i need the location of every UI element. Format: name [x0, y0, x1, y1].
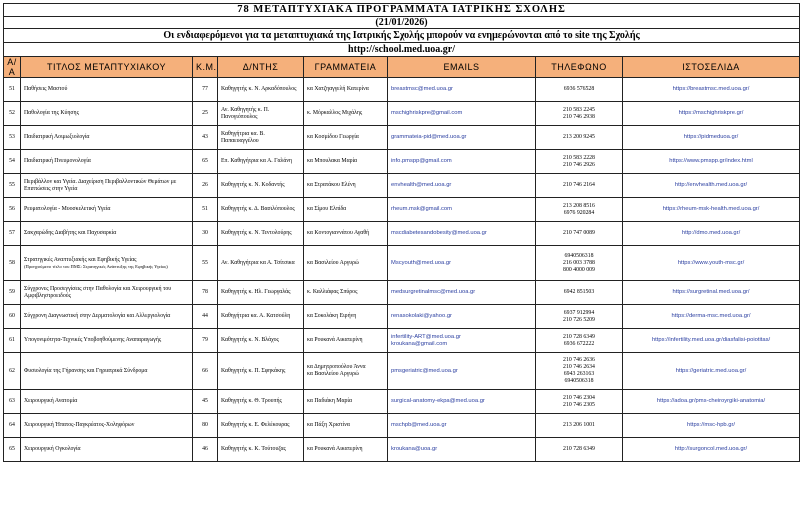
secretariat-name	[304, 281, 388, 305]
program-title	[21, 174, 193, 198]
km-value-line: 65	[202, 158, 208, 164]
phone-number-line: 6936 672222	[563, 340, 595, 347]
director-name-line: Καθηγητής κ. Δ. Βασιλόπουλος	[221, 206, 295, 212]
table-row	[4, 174, 800, 198]
phone-number-line: 6976 920284	[563, 209, 595, 216]
director-name-line: Καθηγήτρια κα. Α. Κατσούλη	[221, 313, 291, 319]
email-link[interactable]	[388, 353, 536, 390]
program-title-line: Παθήσεις Μαστού	[24, 86, 68, 92]
website-link[interactable]	[623, 281, 800, 305]
program-title	[21, 414, 193, 438]
email-link-line[interactable]: grammateia-pid@med.uoa.gr	[391, 134, 467, 140]
phone-number-line: 210 746 2634	[563, 364, 595, 370]
row-number-line: 55	[9, 182, 15, 188]
km-value	[193, 353, 218, 390]
phone-number	[536, 305, 623, 329]
email-link[interactable]	[388, 281, 536, 305]
director-name-line: Επ. Καθηγήτρια κα Α. Γαλάνη	[221, 158, 293, 164]
km-value	[193, 102, 218, 126]
row-number	[4, 222, 21, 246]
secretariat-name-line: κα Σοκολάκη Ειρήνη	[307, 313, 357, 319]
secretariat-name-line: κα Στρατάκου Ελένη	[307, 182, 356, 188]
director-name	[218, 78, 304, 102]
row-number-line: 56	[9, 206, 15, 212]
km-value-line: 30	[202, 230, 208, 236]
phone-number	[536, 102, 623, 126]
phone-number-line: 210 746 2164	[563, 182, 595, 188]
table-row	[4, 353, 800, 390]
km-value	[193, 305, 218, 329]
secretariat-name-line: κα Σίμου Ελπίδα	[307, 206, 347, 212]
website-link-line[interactable]: http://surgoncol.med.uoa.gr/	[674, 446, 748, 452]
director-name	[218, 438, 304, 462]
phone-number-line: 6936 576528	[563, 86, 595, 92]
email-link[interactable]	[388, 222, 536, 246]
title-row	[4, 4, 800, 17]
row-number	[4, 150, 21, 174]
phone-number	[536, 353, 623, 390]
program-title-line: Στρατηγικές Αναπτυξιακής και Εφηβικής Υγείας	[24, 256, 137, 263]
row-number-line: 52	[9, 110, 15, 116]
director-name	[218, 150, 304, 174]
table-row	[4, 246, 800, 281]
website-link[interactable]	[623, 78, 800, 102]
email-link[interactable]	[388, 414, 536, 438]
email-link-line[interactable]: infertility-ART@med.uoa.gr	[391, 333, 461, 340]
row-number	[4, 126, 21, 150]
program-title	[21, 150, 193, 174]
secretariat-name	[304, 329, 388, 353]
km-value-line: 77	[202, 86, 208, 92]
col-header-phone: ΤΗΛΕΦΩΝΟ	[536, 57, 623, 78]
row-number-line: 65	[9, 446, 15, 452]
km-value	[193, 150, 218, 174]
secretariat-name-line: κα Δημητροπούλου Άννα	[307, 364, 366, 370]
program-title-line: Χειρουργική Ανατομία	[24, 398, 78, 404]
secretariat-name-line: κ. Καλλιάφας Σπύρος	[307, 289, 358, 295]
row-number-line: 61	[9, 337, 15, 343]
director-name	[218, 102, 304, 126]
km-value	[193, 222, 218, 246]
notice-text: Οι ενδιαφερόμενοι για τα μεταπτυχιακά της Ιατρικής Σχολής μπορούν να ενημερώνονται από το site της Σχολής	[4, 29, 800, 43]
secretariat-name-line: κα Κοντογιαννάτου Αγαθή	[307, 230, 370, 236]
program-title-line: Χειρουργική Ήπατος-Παγκρέατος-Χοληφόρων	[24, 422, 135, 428]
row-number-line: 64	[9, 422, 15, 428]
email-link[interactable]	[388, 198, 536, 222]
program-title-line: Σακχαρώδης Διαβήτης και Παχυσαρκία	[24, 230, 117, 236]
website-link-line[interactable]: https://breastmsc.med.uoa.gr/	[672, 86, 750, 92]
website-link-line[interactable]: https://www.youth-msc.gr/	[677, 259, 745, 266]
director-name	[218, 305, 304, 329]
phone-number	[536, 222, 623, 246]
director-name-line: Καθηγητής κ. Ν. Κοδαντής	[221, 182, 285, 188]
row-number	[4, 78, 21, 102]
director-name	[218, 198, 304, 222]
secretariat-name-line: κα Βασιλείου Αργυρώ	[307, 371, 359, 377]
date-row	[4, 17, 800, 29]
table-row	[4, 126, 800, 150]
table-row	[4, 222, 800, 246]
email-link[interactable]	[388, 78, 536, 102]
website-link[interactable]	[623, 390, 800, 414]
director-name	[218, 390, 304, 414]
email-link-line[interactable]: mschighriskpre@gmail.com	[391, 110, 463, 116]
email-link[interactable]	[388, 305, 536, 329]
secretariat-name	[304, 78, 388, 102]
program-title	[21, 78, 193, 102]
program-title	[21, 353, 193, 390]
email-link[interactable]	[388, 390, 536, 414]
secretariat-name	[304, 198, 388, 222]
email-link[interactable]	[388, 246, 536, 281]
program-subtitle: (Προηγούμενο τίτλο του ΠΜΣ: Στρατηγικές Ανάπτυξης της Εφηβικής Υγείας)	[24, 263, 168, 269]
km-value	[193, 390, 218, 414]
phone-number-line: 210 746 2926	[563, 161, 595, 168]
km-value-line: 26	[202, 182, 208, 188]
website-link[interactable]	[623, 329, 800, 353]
km-value-line: 80	[202, 422, 208, 428]
website-link[interactable]	[623, 126, 800, 150]
secretariat-name	[304, 438, 388, 462]
website-link[interactable]	[623, 174, 800, 198]
phone-number-line: 213 206 1001	[563, 422, 595, 428]
col-header-km: Κ.Μ.	[193, 57, 218, 78]
email-link[interactable]	[388, 150, 536, 174]
secretariat-name	[304, 174, 388, 198]
col-header-emails: EMAILS	[388, 57, 536, 78]
email-link-line[interactable]: kroukana@uoa.gr	[391, 446, 438, 452]
km-value-line: 79	[202, 337, 208, 343]
km-value-line: 46	[202, 446, 208, 452]
phone-number-line: 210 728 6349	[563, 333, 595, 340]
phone-number-line: 210 747 0089	[563, 230, 595, 236]
secretariat-name-line: κα Βασιλείου Αργυρώ	[307, 259, 359, 266]
email-link-line[interactable]: envhealth@med.uoa.gr	[391, 182, 452, 188]
program-title	[21, 198, 193, 222]
row-number-line: 58	[9, 259, 15, 266]
director-name-line: Καθηγητής κ. Ηλ. Γεωργαλάς	[221, 289, 291, 295]
program-title-line: Υπογονιμότητα-Τεχνικές Υποβοηθούμενης Αναπαραγωγής	[24, 337, 162, 343]
program-title	[21, 305, 193, 329]
program-title	[21, 126, 193, 150]
km-value	[193, 414, 218, 438]
director-name-line: Καθηγητής κ. Ν. Τεντολούρης	[221, 230, 292, 236]
director-name-line: Καθηγητής κ. Ε. Φελέκουρας	[221, 422, 290, 428]
email-link-line[interactable]: surgical-anatomy-ekpa@med.uoa.gr	[391, 398, 485, 404]
website-link-line[interactable]: https://derma-msc.med.uoa.gr/	[671, 313, 751, 319]
row-number	[4, 438, 21, 462]
phone-number-line: 210 746 2938	[563, 113, 595, 120]
program-title	[21, 329, 193, 353]
program-title	[21, 390, 193, 414]
program-title-line: Σύγχρονη Διαγνωστική στην Δερματολογία και Αλλεργιολογία	[24, 313, 171, 319]
secretariat-name	[304, 102, 388, 126]
director-name-line: Καθηγητής κ. Ν. Βλάχος	[221, 337, 279, 343]
website-link[interactable]	[623, 150, 800, 174]
phone-number-line: 213 208 8516	[563, 202, 595, 209]
secretariat-name	[304, 246, 388, 281]
secretariat-name	[304, 414, 388, 438]
row-number	[4, 390, 21, 414]
website-link-line[interactable]: https://pidmeduoa.gr/	[683, 134, 739, 140]
row-number	[4, 329, 21, 353]
email-link-line[interactable]: medsurgretinalmsc@med.uoa.gr	[391, 289, 476, 295]
secretariat-name-line: κα Χατζηαγγελή Κατερίνα	[307, 86, 369, 92]
row-number	[4, 305, 21, 329]
website-link-line[interactable]: https://rheum-msk-health.med.uoa.gr/	[662, 206, 760, 212]
col-header-secretariat: ΓΡΑΜΜΑΤΕΙΑ	[304, 57, 388, 78]
phone-number-line: 6943 263163	[563, 371, 595, 377]
row-number-line: 62	[9, 367, 15, 374]
row-number	[4, 102, 21, 126]
director-name-line: Αν. Καθηγητής κ. Π. Πανογιόπουλος	[221, 106, 270, 120]
phone-number	[536, 414, 623, 438]
email-link-line[interactable]: info.pmspp@gmail.com	[391, 158, 452, 164]
secretariat-name-line: κα Κοσμίδου Γεωργία	[307, 134, 359, 140]
email-link[interactable]	[388, 126, 536, 150]
secretariat-name	[304, 305, 388, 329]
program-title	[21, 246, 193, 281]
km-value	[193, 281, 218, 305]
table-row	[4, 438, 800, 462]
secretariat-name-line: κ. Μόρκαλλος Μιχάλης	[307, 110, 363, 116]
director-name-line: Καθηγητής κ. Κ. Τούτουζας	[221, 446, 286, 452]
website-link[interactable]	[623, 222, 800, 246]
secretariat-name	[304, 222, 388, 246]
page-title: 78 ΜΕΤΑΠΤΥΧΙΑΚΑ ΠΡΟΓΡΑΜΜΑΤΑ ΙΑΤΡΙΚΗΣ ΣΧΟΛΗΣ	[4, 4, 800, 17]
program-title	[21, 102, 193, 126]
program-title	[21, 438, 193, 462]
phone-number-line: 800 4000 009	[563, 266, 595, 273]
phone-number-line: 210 583 2228	[563, 154, 595, 161]
column-header-row	[4, 57, 800, 78]
km-value	[193, 198, 218, 222]
website-link-line[interactable]: http://dmo.med.uoa.gr/	[681, 230, 741, 236]
website-link-line[interactable]: https://geriatric.med.uoa.gr/	[675, 367, 747, 374]
page-date: (21/01/2026)	[4, 17, 800, 29]
website-link-line[interactable]: https://msc-hpb.gr/	[687, 422, 736, 428]
director-name-line: Καθηγητής κ. Ν. Αρκαδόπουλος	[221, 86, 297, 92]
website-link-line[interactable]: https://adoa.gr/pms-cheiroyrgiki-anatomia/	[656, 398, 766, 404]
table-row	[4, 305, 800, 329]
phone-number	[536, 150, 623, 174]
program-title-line: Ρευματολογία - Μυοσκελετική Υγεία	[24, 206, 111, 212]
website-link-line[interactable]: https://mschighriskpre.gr/	[678, 110, 744, 116]
secretariat-name	[304, 150, 388, 174]
table-row	[4, 198, 800, 222]
phone-number-line: 210 728 6349	[563, 446, 595, 452]
director-name	[218, 329, 304, 353]
director-name	[218, 353, 304, 390]
km-value	[193, 246, 218, 281]
email-link-line[interactable]: breastmsc@med.uoa.gr	[391, 86, 453, 92]
director-name	[218, 281, 304, 305]
website-link[interactable]	[623, 414, 800, 438]
director-name	[218, 126, 304, 150]
phone-number-line: 216 003 3788	[563, 259, 595, 266]
km-value-line: 44	[202, 313, 208, 319]
email-link[interactable]	[388, 329, 536, 353]
email-link-line[interactable]: renasokolaki@yahoo.gr	[391, 313, 452, 319]
director-name	[218, 174, 304, 198]
phone-number	[536, 438, 623, 462]
row-number	[4, 281, 21, 305]
table-row	[4, 414, 800, 438]
row-number-line: 53	[9, 134, 15, 140]
row-number-line: 63	[9, 398, 15, 404]
col-header-title: ΤΙΤΛΟΣ ΜΕΤΑΠΤΥΧΙΑΚΟΥ	[21, 57, 193, 78]
phone-number	[536, 329, 623, 353]
km-value-line: 66	[202, 367, 208, 374]
phone-number-line: 210 746 2636	[563, 357, 595, 363]
program-title	[21, 281, 193, 305]
phone-number	[536, 390, 623, 414]
secretariat-name-line: κα Πάξη Χριστίνα	[307, 422, 350, 428]
website-link[interactable]	[623, 198, 800, 222]
row-number	[4, 246, 21, 281]
table-row	[4, 102, 800, 126]
program-title-line: Παιδιατρική Λοιμωξιολογία	[24, 134, 90, 140]
table-row	[4, 78, 800, 102]
km-value-line: 51	[202, 206, 208, 212]
website-link[interactable]	[623, 305, 800, 329]
director-name-line: Καθηγήτρια κα. Β. Παπαευαγγέλου	[221, 130, 265, 144]
director-name-line: Καθηγητής κ. Π. Σφηκάκης	[221, 367, 286, 374]
secretariat-name	[304, 353, 388, 390]
row-number-line: 60	[9, 313, 15, 319]
km-value	[193, 438, 218, 462]
row-number-line: 59	[9, 289, 15, 295]
secretariat-name	[304, 126, 388, 150]
programs-table	[3, 3, 800, 462]
secretariat-name-line: κα Ρουκανά Αικατερίνη	[307, 337, 363, 343]
program-title-line: Παθολογία της Κύησης	[24, 110, 79, 116]
table-row	[4, 281, 800, 305]
col-header-website: ΙΣΤΟΣΕΛΙΔΑ	[623, 57, 800, 78]
url-row	[4, 43, 800, 57]
website-link-line[interactable]: https://infertility.med.uoa.gr/diasfalisi-poiotitas/	[651, 337, 771, 343]
website-link[interactable]	[623, 438, 800, 462]
phone-number-line: 210 583 2245	[563, 106, 595, 113]
km-value	[193, 126, 218, 150]
table-row	[4, 390, 800, 414]
director-name-line: Καθηγητής κ. Θ. Τρουπής	[221, 398, 282, 404]
row-number	[4, 414, 21, 438]
phone-number	[536, 174, 623, 198]
director-name	[218, 414, 304, 438]
website-link[interactable]	[623, 102, 800, 126]
email-link-line[interactable]: rheum.msk@gmail.com	[391, 206, 452, 212]
secretariat-name	[304, 390, 388, 414]
program-title-line: Σύγχρονες Προσεγγίσεις στην Παθολογία και Χειρουργική του Αμφιβληστροειδούς	[24, 285, 172, 299]
director-name	[218, 246, 304, 281]
email-link[interactable]	[388, 102, 536, 126]
phone-number-line: 6942 851503	[563, 289, 595, 295]
phone-number-line: 6937 912994	[563, 309, 595, 316]
col-header-aa: Α/Α	[4, 57, 21, 78]
director-name-line: Αν. Καθηγήτρια κα Α. Τσίτσικα	[221, 259, 295, 266]
phone-number-line: 6940506318	[564, 378, 594, 384]
phone-number	[536, 246, 623, 281]
website-link-line[interactable]: https://www.pmspp.gr/index.html	[669, 158, 753, 164]
km-value-line: 55	[202, 259, 208, 266]
phone-number	[536, 198, 623, 222]
program-title-line: Φυσιολογία της Γήρανσης και Γηριατρικά Σύνδρομα	[24, 367, 148, 374]
director-name	[218, 222, 304, 246]
email-link-line[interactable]: pmsgeriatric@med.uoa.gr	[391, 367, 458, 374]
km-value	[193, 78, 218, 102]
table-row	[4, 150, 800, 174]
phone-number-line: 210 726 5209	[563, 316, 595, 323]
email-link-line[interactable]: Mscyouth@med.uoa.gr	[391, 259, 452, 266]
school-url-link[interactable]: http://school.med.uoa.gr/	[4, 43, 800, 57]
email-link-line[interactable]: mscdiabetesandobesity@med.uoa.gr	[391, 230, 487, 236]
phone-number	[536, 281, 623, 305]
km-value-line: 78	[202, 289, 208, 295]
row-number	[4, 353, 21, 390]
website-link-line[interactable]: http://envhealth.med.uoa.gr/	[674, 182, 748, 188]
km-value-line: 25	[202, 110, 208, 116]
km-value-line: 43	[202, 134, 208, 140]
email-link[interactable]	[388, 174, 536, 198]
website-link[interactable]	[623, 246, 800, 281]
phone-number-line: 213 200 9245	[563, 134, 595, 140]
secretariat-name-line: κα Παδιάκη Μαρία	[307, 398, 352, 404]
notice-row	[4, 29, 800, 43]
table-body	[4, 78, 800, 462]
row-number-line: 51	[9, 86, 15, 92]
km-value	[193, 174, 218, 198]
program-title-line: Χειρουργική Ογκολογία	[24, 446, 81, 452]
program-title-line: Παιδιατρική Πνευμονολογία	[24, 158, 91, 164]
website-link[interactable]	[623, 353, 800, 390]
row-number-line: 57	[9, 230, 15, 236]
email-link[interactable]	[388, 438, 536, 462]
program-title-line: Περιβάλλον και Υγεία. Διαχείριση Περιβαλλοντικών Θεμάτων με Επιπτώσεις στην Υγεία	[24, 178, 177, 192]
email-link-line[interactable]: kroukana@gmail.com	[391, 340, 448, 347]
phone-number	[536, 126, 623, 150]
program-title	[21, 222, 193, 246]
row-number	[4, 174, 21, 198]
website-link-line[interactable]: https://surgretinal.med.uoa.gr/	[672, 289, 750, 295]
col-header-director: Δ/ΝΤΗΣ	[218, 57, 304, 78]
row-number	[4, 198, 21, 222]
km-value	[193, 329, 218, 353]
phone-number-line: 210 746 2305	[563, 401, 595, 408]
phone-number	[536, 78, 623, 102]
secretariat-name-line: κα Ρουκανά Αικατερίνη	[307, 446, 363, 452]
row-number-line: 54	[9, 158, 15, 164]
phone-number-line: 210 746 2304	[563, 394, 595, 401]
km-value-line: 45	[202, 398, 208, 404]
phone-number-line: 6940506318	[564, 252, 594, 259]
table-row	[4, 329, 800, 353]
secretariat-name-line: κα Μπουλακα Μαρία	[307, 158, 358, 164]
email-link-line[interactable]: mschpb@med.uoa.gr	[391, 422, 447, 428]
